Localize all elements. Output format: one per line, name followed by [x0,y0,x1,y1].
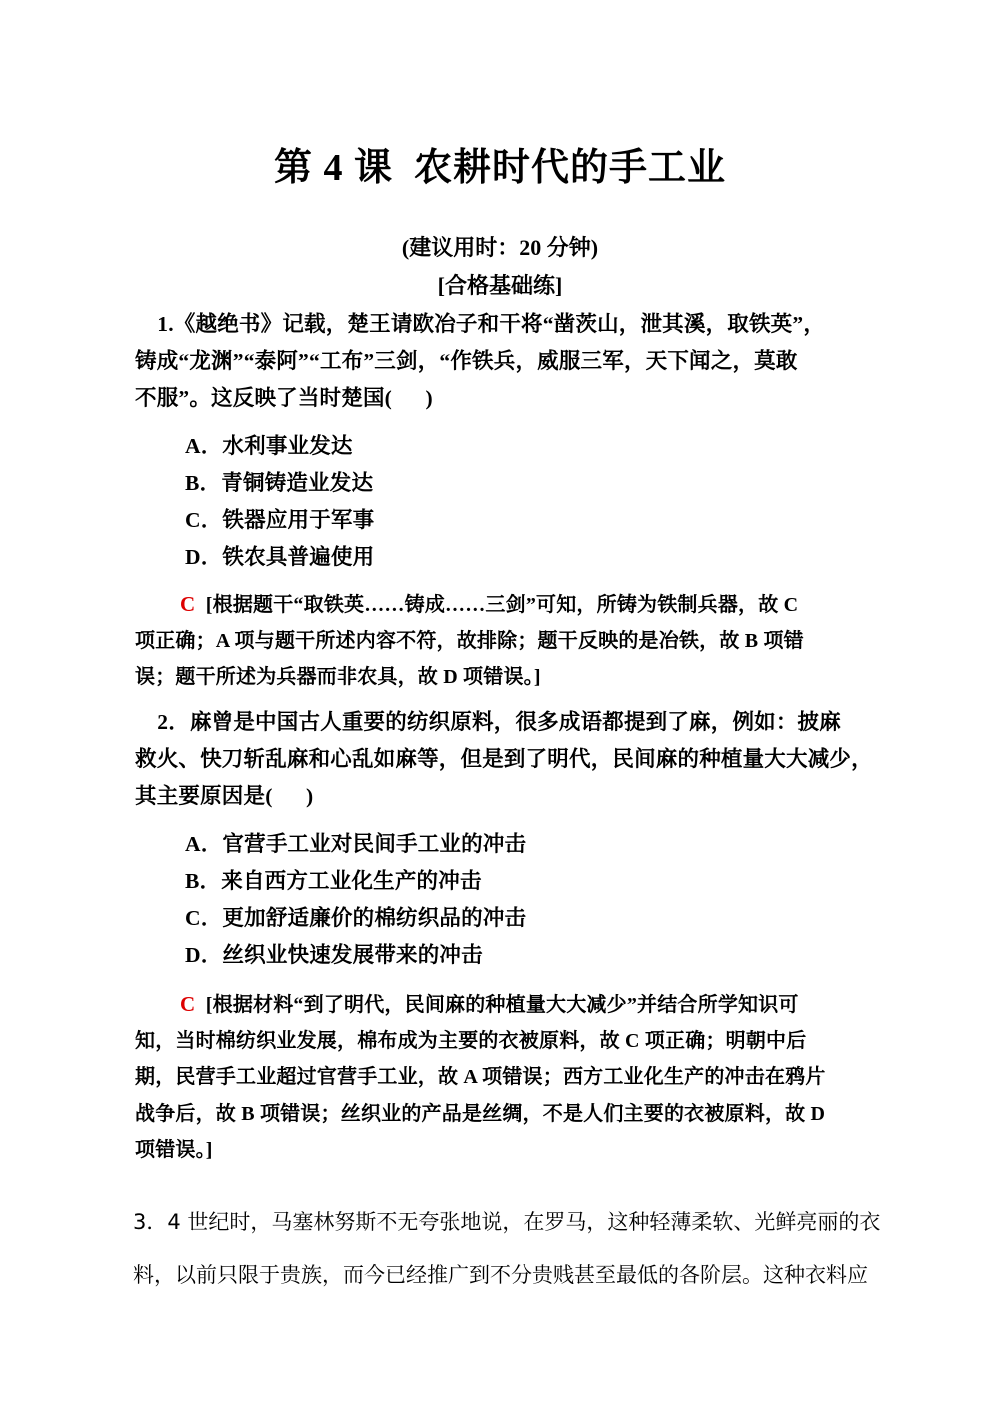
section-label: [合格基础练] [437,273,563,298]
question-3-stem-line-2: 料，以前只限于贵族，而今已经推广到不分贵贱甚至最低的各阶层。这种衣料应 [133,1263,868,1287]
question-1-explanation-line-2: 项正确；A 项与题干所述内容不符，故排除；题干反映的是冶铁，故 B 项错 [135,629,804,652]
question-1-stem-line-2: 铸成“龙渊”“泰阿”“工布”三剑，“作铁兵，威服三军，天下闻之，莫敢 [135,349,798,373]
question-2-explanation [135,986,865,1169]
question-2-option-b[interactable]: B．来自西方工业化生产的冲击 [185,869,482,893]
question-2-stem-line-1: 2．麻曾是中国古人重要的纺织原料，很多成语都提到了麻，例如：披麻 [135,710,841,734]
question-2-options [135,826,865,974]
question-2-stem-line-2: 救火、快刀斩乱麻和心乱如麻等，但是到了明代，民间麻的种植量大大减少， [135,747,873,771]
page-title: 第 4 课 农耕时代的手工业 [273,147,726,189]
question-2-option-d[interactable]: D．丝织业快速发展带来的冲击 [185,943,483,967]
suggested-time: (建议用时：20 分钟) [401,235,599,260]
question-1-option-d[interactable]: D．铁农具普遍使用 [185,545,375,569]
question-1-option-b[interactable]: B．青铜铸造业发达 [185,471,374,495]
question-3-stem-line-1: 3．4 世纪时，马塞林努斯不无夸张地说，在罗马，这种轻薄柔软、光鲜亮丽的衣 [133,1210,881,1234]
question-2-explanation-line-2: 知，当时棉纺织业发展，棉布成为主要的衣被原料，故 C 项正确；明朝中后 [135,1029,807,1052]
question-2-stem [135,704,873,815]
question-2-explanation-line-3: 期，民营手工业超过官营手工业，故 A 项错误；西方工业化生产的冲击在鸦片 [135,1066,826,1088]
question-2-option-a[interactable]: A．官营手工业对民间手工业的冲击 [185,832,527,856]
question-2-explanation-line-1: [根据材料“到了明代，民间麻的种植量大大减少”并结合所学知识可 [195,994,799,1016]
question-3-stem [133,1196,881,1302]
question-1-option-a[interactable]: A．水利事业发达 [185,434,353,458]
question-2-answer-mark: C [180,992,196,1016]
question-2-answer-line [135,986,865,1023]
question-1-stem-line-1: 1.《越绝书》记载，楚王请欧冶子和干将“凿茨山，泄其溪，取铁英”， [135,312,826,336]
question-2-option-c[interactable]: C．更加舒适廉价的棉纺织品的冲击 [185,906,527,930]
question-1-options [135,428,865,576]
question-1-explanation [135,586,865,696]
question-2-explanation-line-4: 战争后，故 B 项错误；丝织业的产品是丝绸，不是人们主要的衣被原料，故 D [135,1102,826,1125]
question-1-answer-line [135,586,865,623]
question-1-stem [135,306,865,417]
question-2-explanation-line-5: 项错误。] [135,1139,213,1161]
question-1-explanation-line-3: 误；题干所述为兵器而非农具，故 D 项错误。] [135,666,541,688]
question-2-stem-line-3: 其主要原因是( ) [135,784,314,808]
question-1-answer-mark: C [180,592,196,616]
question-1-stem-line-3: 不服”。这反映了当时楚国( ) [135,386,433,410]
question-1-option-c[interactable]: C．铁器应用于军事 [185,508,375,532]
question-1-explanation-line-1: [根据题干“取铁英……铸成……三剑”可知，所铸为铁制兵器，故 C [195,594,799,616]
